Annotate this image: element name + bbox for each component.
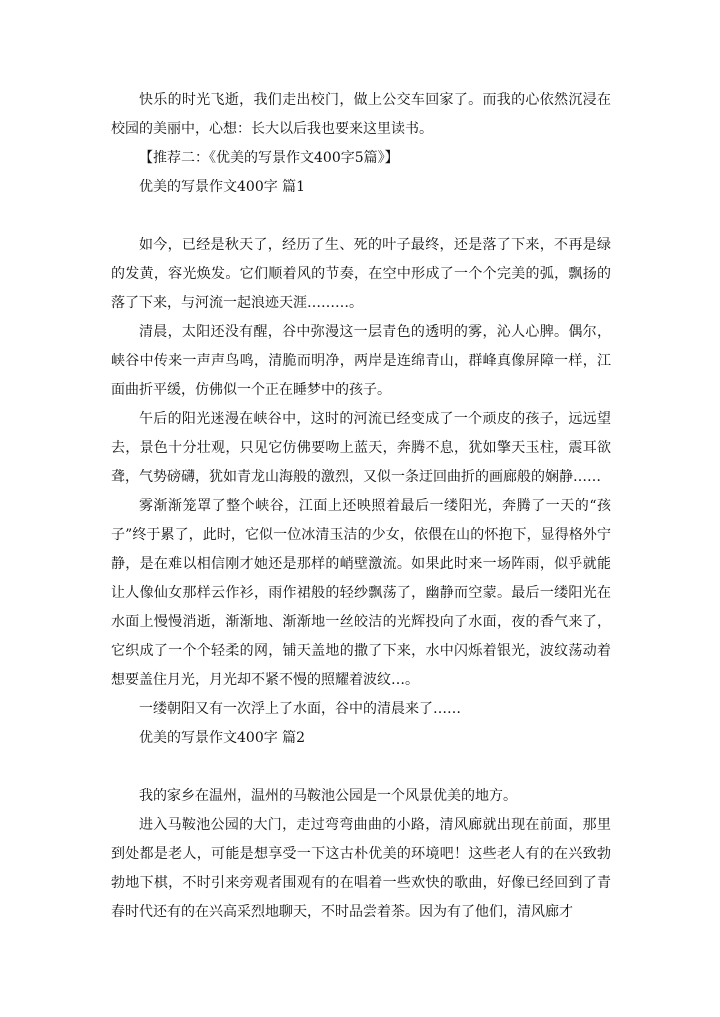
section-title-2: 优美的写景作文400字 篇2: [139, 730, 306, 746]
paragraph-park: 进入马鞍池公园的大门，走过弯弯曲曲的小路，清风廊就出现在前面，那里到处都是老人，可能是想享受一下这古朴优美的环境吧！这些老人有的在兴致勃勃地下棋，不时引来旁观者围观有的在唱着一些欢快的歌曲，好像已经回到了青春时代还有的在兴高采烈地聊天，不时品尝着茶。因为有了他们，清风廊才: [111, 817, 611, 920]
paragraph-evening: 雾渐渐笼罩了整个峡谷，江面上还映照着最后一缕阳光，奔腾了一天的“孩子”终于累了，此时，它似一位冰清玉洁的少女，依偎在山的怀抱下，显得格外宁静，是在难以相信刚才她还是那样的峭壁激流。如果此时来一场阵雨，似乎就能让人像仙女那样云作衫，雨作裙般的轻纱飘荡了，幽静而空蒙。最后一缕阳光在水面上慢慢消逝，渐渐地、渐渐地一丝皎洁的光辉投向了水面，夜的香气来了，它织成了一个个轻柔的网，铺天盖地的撒了下来，水中闪烁着银光，波纹荡动着想要盖住月光，月光却不紧不慢的照耀着波纹…。: [111, 498, 611, 688]
paragraph-afternoon: 午后的阳光迷漫在峡谷中，这时的河流已经变成了一个顽皮的孩子，远远望去，景色十分壮观，只见它仿佛要吻上蓝天，奔腾不息，犹如擎天玉柱，震耳欲聋，气势磅礴，犹如青龙山海般的激烈，又似一条迂回曲折的画廊般的娴静……: [111, 411, 611, 485]
recommend-heading: 【推荐二：《优美的写景作文400字5篇》】: [139, 150, 399, 166]
blank-line: [111, 202, 611, 231]
paragraph-morning: 清晨，太阳还没有醒，谷中弥漫这一层青色的透明的雾，沁人心脾。偶尔，峡谷中传来一声声鸟鸣，清脆而明净，两岸是连绵青山，群峰真像屏障一样，江面曲折平缓，仿佛似一个正在睡梦中的孩子。: [111, 324, 611, 398]
paragraph-sunrise: 一缕朝阳又有一次浮上了水面，谷中的清晨来了……: [139, 701, 461, 717]
paragraph-intro: 快乐的时光飞逝，我们走出校门，做上公交车回家了。而我的心依然沉浸在校园的美丽中，心想：长大以后我也要来这里读书。: [111, 92, 611, 137]
paragraph-hometown: 我的家乡在温州，温州的马鞍池公园是一个风景优美的地方。: [139, 788, 517, 804]
section-title-1: 优美的写景作文400字 篇1: [139, 179, 306, 195]
document-body: [111, 86, 611, 927]
blank-line: [111, 753, 611, 782]
paragraph-autumn: 如今，已经是秋天了，经历了生、死的叶子最终，还是落了下来，不再是绿的发黄，容光焕发。它们顺着风的节奏，在空中形成了一个个完美的弧，飘扬的落了下来，与河流一起浪迹天涯………。: [111, 237, 611, 311]
